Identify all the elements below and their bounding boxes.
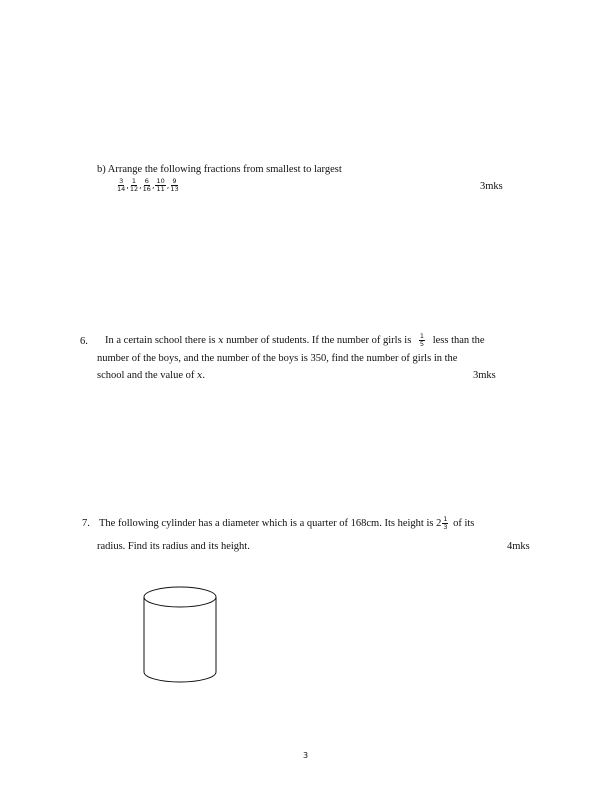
fraction: $\frac{9}{13}$ — [170, 177, 179, 193]
q5b-fractions: $\frac{3}{14}$ , $\frac{1}{12}$ , $\frac{6}{16}$ , $\frac{10}{11}$ , $\frac{9}{13}$ — [117, 177, 179, 193]
fraction: $\frac{6}{16}$ — [142, 177, 151, 193]
q5b-marks: 3mks — [480, 181, 503, 192]
q7-number: 7. — [82, 518, 90, 529]
fraction: $\frac{1}{12}$ — [129, 177, 139, 193]
fraction: $\frac{3}{14}$ — [117, 177, 126, 193]
q5b-text: b) Arrange the following fractions from smallest to largest — [97, 164, 342, 175]
q6-line3: school and the value of x. — [97, 370, 205, 381]
q6-marks: 3mks — [473, 370, 496, 381]
q7-line1: The following cylinder has a diameter which is a quarter of 168cm. Its height is 2 $\frac{1}{3}$ of its — [99, 515, 475, 531]
q7-marks: 4mks — [507, 541, 530, 552]
fraction: $\frac{10}{11}$ — [156, 177, 165, 193]
q6-number: 6. — [80, 336, 88, 347]
cylinder-diagram — [140, 584, 222, 686]
q6-line2: number of the boys, and the number of the boys is 350, find the number of girls in the — [97, 353, 458, 364]
q7-line2: radius. Find its radius and its height. — [97, 541, 250, 552]
page-number: 3 — [303, 751, 309, 760]
q6-line1: In a certain school there is x number of students. If the number of girls is $\frac{1}{5}$ less than the — [105, 332, 485, 348]
